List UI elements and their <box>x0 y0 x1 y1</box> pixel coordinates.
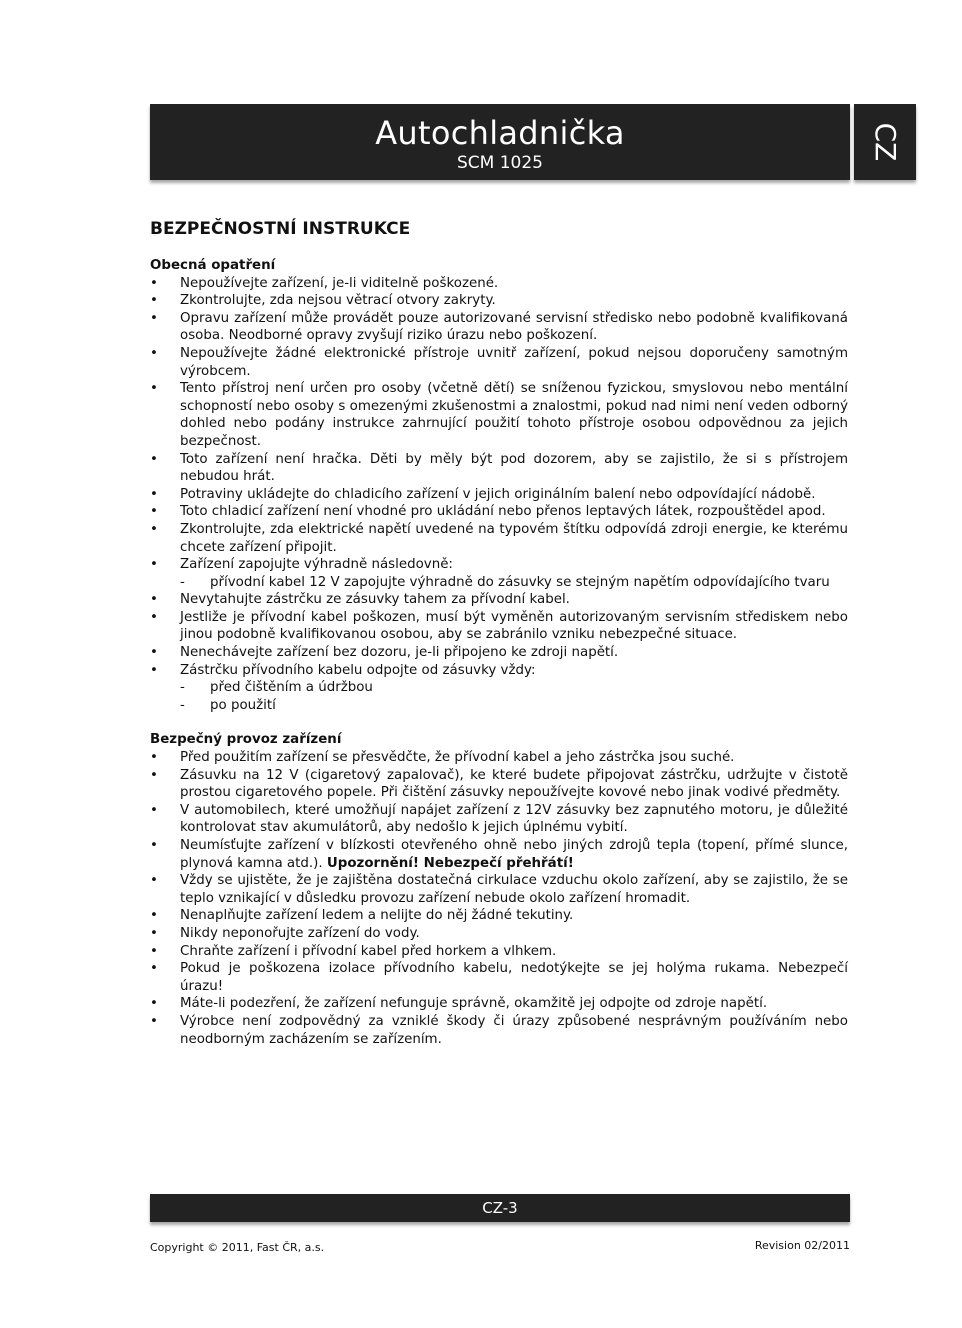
list-item: • Zásuvku na 12 V (cigaretový zapalovač), ke které budete připojovat zástrčku, udržujte v čistotě prostou cigaretového popele. Při čištění zásuvky nepoužívejte kovové nebo jinak vodivé předměty. <box>150 767 848 802</box>
safe-operation-title: Bezpečný provoz zařízení <box>150 732 342 748</box>
list-item: • Nenaplňujte zařízení ledem a nelijte do něj žádné tekutiny. <box>150 907 848 925</box>
list-item: • Před použitím zařízení se přesvědčte, že přívodní kabel a jeho zástrčka jsou suché. <box>150 749 848 767</box>
language-tab <box>854 104 916 180</box>
list-item: • Pokud je poškozena izolace přívodního kabelu, nedotýkejte se jej holýma rukama. Nebezpečí úrazu! <box>150 960 848 995</box>
list-item: • Potraviny ukládejte do chladicího zařízení v jejich originálním balení nebo odpovídající nádobě. <box>150 486 848 504</box>
list-item: • Nepoužívejte zařízení, je-li viditelně poškozené. <box>150 275 848 293</box>
list-item: • Opravu zařízení může provádět pouze autorizované servisní středisko nebo podobně kvalifikovaná osoba. Neodborné opravy zvyšují riziko úrazu nebo poškození. <box>150 310 848 345</box>
general-precautions-list <box>150 275 848 715</box>
page-number-bar <box>150 1194 850 1222</box>
list-item: • Toto chladicí zařízení není vhodné pro ukládání nebo přenos leptavých látek, rozpouštědel apod. <box>150 503 848 521</box>
sub-list-item: - před čištěním a údržbou <box>180 679 848 697</box>
document-title: Autochladnička <box>375 114 625 152</box>
list-item-text: Zařízení zapojujte výhradně následovně: <box>180 557 453 573</box>
list-item: • Nenechávejte zařízení bez dozoru, je-li připojeno ke zdroji napětí. <box>150 644 848 662</box>
list-item: • Výrobce není zodpovědný za vzniklé škody či úrazy způsobené nesprávným používáním nebo neodborným zacházením se zařízením. <box>150 1013 848 1048</box>
connect-sublist <box>180 574 848 592</box>
list-item <box>150 556 848 591</box>
sub-list-item: - po použití <box>180 697 848 715</box>
list-item: • Chraňte zařízení i přívodní kabel před horkem a vlhkem. <box>150 943 848 961</box>
sub-list-item: - přívodní kabel 12 V zapojujte výhradně do zásuvky se stejným napětím odpovídajícího tvaru <box>180 574 848 592</box>
page-number: CZ-3 <box>482 1199 518 1217</box>
list-item: • Nikdy neponořujte zařízení do vody. <box>150 925 848 943</box>
list-item-text: Zástrčku přívodního kabelu odpojte od zásuvky vždy: <box>180 662 536 678</box>
unplug-sublist <box>180 679 848 714</box>
language-label: CZ <box>869 122 902 162</box>
list-item: • Vždy se ujistěte, že je zajištěna dostatečná cirkulace vzduchu okolo zařízení, aby se zajistilo, že se teplo vznikající v důsledku provozu zařízení nebude okolo zařízení hromadit. <box>150 872 848 907</box>
list-item: • Máte-li podezření, že zařízení nefunguje správně, okamžitě jej odpojte od zdroje napětí. <box>150 995 848 1013</box>
revision: Revision 02/2011 <box>754 1239 850 1252</box>
list-item: • Nepoužívejte žádné elektronické přístroje uvnitř zařízení, pokud nejsou doporučeny samotným výrobcem. <box>150 345 848 380</box>
list-item: • V automobilech, které umožňují napájet zařízení z 12V zásuvky bez zapnutého motoru, je důležité kontrolovat stav akumulátorů, aby nedošlo k jejich úplnému vybití. <box>150 802 848 837</box>
list-item <box>150 662 848 715</box>
list-item: • Nevytahujte zástrčku ze zásuvky tahem za přívodní kabel. <box>150 591 848 609</box>
copyright: Copyright © 2011, Fast ČR, a.s. <box>150 1241 325 1254</box>
model-number: SCM 1025 <box>457 153 543 173</box>
header-bar <box>150 104 850 180</box>
list-item: • Zkontrolujte, zda elektrické napětí uvedené na typovém štítku odpovídá zdroji energie, ke kterému chcete zařízení připojit. <box>150 521 848 556</box>
list-item: • Tento přístroj není určen pro osoby (včetně dětí) se sníženou fyzickou, smyslovou nebo mentální schopností nebo osoby s omezenými zkušenostmi a znalostmi, pokud nad nimi není veden odborný dohled nebo podány instrukce zahrnující použití tohoto přístroje osobou odpovědnou za jejich bezpečnost. <box>150 380 848 450</box>
section-title: BEZPEČNOSTNÍ INSTRUKCE <box>150 219 411 239</box>
overheat-warning: Upozornění! Nebezpečí přehřátí! <box>326 855 574 871</box>
list-item: • Zkontrolujte, zda nejsou větrací otvory zakryty. <box>150 292 848 310</box>
list-item <box>150 837 848 872</box>
list-item: • Toto zařízení není hračka. Děti by měly být pod dozorem, aby se zajistilo, že si s přístrojem nebudou hrát. <box>150 451 848 486</box>
page-content <box>150 217 848 1048</box>
general-precautions-title: Obecná opatření <box>150 258 276 273</box>
safe-operation-list <box>150 749 848 1048</box>
list-item-text: Neumísťujte zařízení v blízkosti otevřeného ohně nebo jiných zdrojů tepla (topení, přímé slunce, plynová kamna atd.). <box>180 838 848 871</box>
list-item: • Jestliže je přívodní kabel poškozen, musí být vyměněn autorizovaným servisním střediskem nebo jinou podobně kvalifikovanou osobou, aby se zabránilo vzniku nebezpečné situace. <box>150 609 848 644</box>
